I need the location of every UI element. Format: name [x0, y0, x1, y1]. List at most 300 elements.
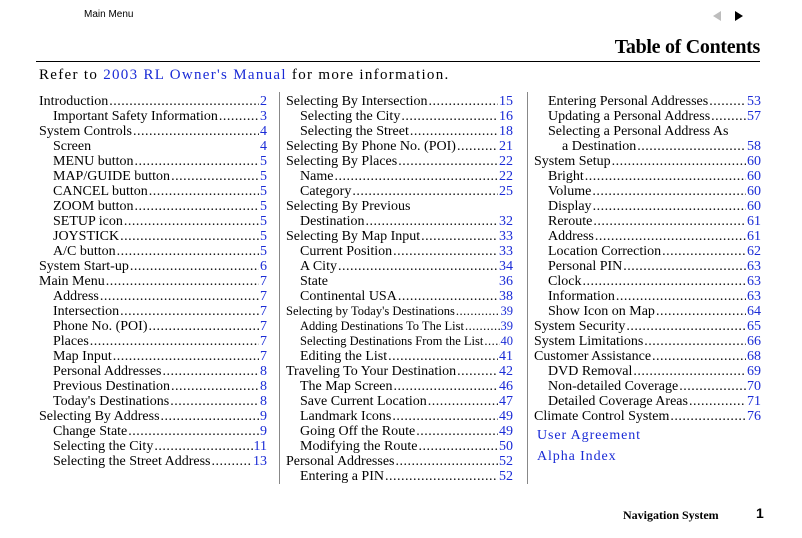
toc-entry[interactable] [534, 259, 761, 274]
toc-leader-dots [388, 349, 498, 364]
toc-entry[interactable] [39, 439, 267, 454]
toc-entry-label: Customer Assistance [534, 349, 652, 364]
toc-leader-dots [670, 409, 746, 424]
refer-prefix: Refer to [39, 67, 99, 83]
toc-entry-label: Going Off the Route [300, 424, 416, 439]
toc-entry-label: MENU button [53, 154, 134, 169]
toc-page-link[interactable]: 6 [260, 259, 267, 274]
toc-leader-dots [352, 184, 498, 199]
toc-page-link[interactable]: 60 [747, 184, 761, 199]
toc-entry-label: Current Position [300, 244, 393, 259]
toc-entry[interactable] [534, 229, 761, 244]
toc-leader-dots [394, 379, 498, 394]
toc-entry[interactable] [286, 274, 513, 289]
toc-entry[interactable] [39, 214, 267, 229]
toc-page-link[interactable]: 7 [260, 289, 267, 304]
toc-page-link[interactable]: 11 [253, 439, 267, 454]
toc-entry-label: Today's Destinations [53, 394, 170, 409]
toc-entry-label: Selecting By Places [286, 154, 398, 169]
toc-entry[interactable] [286, 439, 513, 454]
toc-leader-dots [633, 364, 746, 379]
toc-leader-dots [429, 94, 498, 109]
toc-entry[interactable] [286, 379, 513, 394]
toc-leader-dots [626, 319, 746, 334]
toc-entry[interactable] [39, 409, 267, 424]
toc-entry-label: System Start-up [39, 259, 129, 274]
page-number: 1 [756, 505, 764, 521]
toc-entry-label: Reroute [548, 214, 593, 229]
toc-entry-label: Previous Destination [53, 379, 171, 394]
toc-leader-dots [592, 184, 746, 199]
toc-page-link[interactable]: 9 [260, 409, 267, 424]
toc-entry[interactable] [286, 169, 513, 184]
toc-leader-dots [679, 379, 746, 394]
toc-entry[interactable] [534, 409, 761, 424]
toc-leader-dots [689, 394, 746, 409]
toc-leader-dots [398, 289, 498, 304]
toc-leader-dots [100, 289, 259, 304]
toc-entry[interactable] [534, 109, 761, 124]
toc-page-link[interactable]: 8 [260, 364, 267, 379]
toc-leader-dots [410, 124, 498, 139]
toc-page-link[interactable]: 22 [499, 154, 513, 169]
toc-entry[interactable] [534, 394, 761, 409]
toc-entry[interactable] [534, 184, 761, 199]
toc-entry[interactable] [286, 94, 513, 109]
toc-entry-label: Change State [53, 424, 128, 439]
toc-entry-label: a Destination [562, 139, 637, 154]
toc-entry-label: Landmark Icons [300, 409, 392, 424]
toc-entry[interactable] [286, 229, 513, 244]
toc-page-link[interactable]: 58 [747, 139, 761, 154]
toc-entry[interactable] [39, 184, 267, 199]
toc-entry[interactable] [286, 139, 513, 154]
toc-leader-dots [120, 304, 259, 319]
toc-entry[interactable] [286, 349, 513, 364]
toc-leader-dots [398, 154, 498, 169]
toc-page-link[interactable]: 38 [499, 289, 513, 304]
toc-page-link[interactable]: 47 [499, 394, 513, 409]
toc-entry-label: System Security [534, 319, 626, 334]
toc-leader-dots [135, 199, 260, 214]
toc-page-link[interactable]: 49 [499, 409, 513, 424]
toc-entry[interactable] [534, 304, 761, 319]
toc-leader-dots [652, 349, 746, 364]
toc-entry-label: Selecting By Address [39, 409, 160, 424]
toc-entry[interactable] [534, 349, 761, 364]
toc-entry[interactable] [39, 319, 267, 334]
toc-entry-label: Selecting By Map Input [286, 229, 421, 244]
toc-entry[interactable] [39, 244, 267, 259]
toc-page-link[interactable]: 22 [499, 169, 513, 184]
toc-page-link[interactable]: 69 [747, 364, 761, 379]
toc-entry[interactable] [39, 364, 267, 379]
toc-entry-label: Traveling To Your Destination [286, 364, 457, 379]
refer-suffix: for more information. [291, 67, 450, 83]
toc-page-link[interactable]: 8 [260, 379, 267, 394]
toc-leader-dots [456, 304, 500, 319]
toc-page-link[interactable]: 5 [260, 154, 267, 169]
header-divider [36, 61, 760, 62]
toc-entry-label: Category [300, 184, 352, 199]
toc-leader-dots [124, 214, 259, 229]
toc-column-3 [534, 94, 761, 466]
toc-entry-label: Clock [548, 274, 582, 289]
toc-entry-label: Editing the List [300, 349, 388, 364]
toc-entry[interactable] [534, 244, 761, 259]
toc-page-link[interactable]: 68 [747, 349, 761, 364]
toc-entry-label: MAP/GUIDE button [53, 169, 171, 184]
toc-entry[interactable] [39, 304, 267, 319]
toc-entry[interactable] [534, 334, 761, 349]
toc-page-link[interactable]: 5 [260, 184, 267, 199]
toc-page-link[interactable]: 71 [747, 394, 761, 409]
toc-entry-label: Climate Control System [534, 409, 670, 424]
toc-entry-label: Location Correction [548, 244, 662, 259]
toc-leader-dots [612, 154, 746, 169]
toc-entry-label: A City [300, 259, 337, 274]
toc-entry[interactable] [286, 454, 513, 469]
toc-leader-dots [385, 469, 498, 484]
toc-entry-label: Non-detailed Coverage [548, 379, 679, 394]
toc-entry[interactable] [39, 454, 267, 469]
toc-leader-dots [219, 109, 259, 124]
toc-page-link[interactable]: 63 [747, 274, 761, 289]
toc-entry-label: Entering a PIN [300, 469, 384, 484]
toc-page-link[interactable]: 4 [260, 124, 267, 139]
toc-leader-dots [117, 244, 259, 259]
toc-page-link[interactable]: 61 [747, 214, 761, 229]
toc-leader-dots [338, 259, 498, 274]
toc-page-link[interactable]: 66 [747, 334, 761, 349]
toc-page-link[interactable]: 60 [747, 169, 761, 184]
toc-page-link[interactable]: 25 [499, 184, 513, 199]
toc-leader-dots [465, 319, 500, 334]
toc-leader-dots [593, 214, 746, 229]
toc-entry-label: Volume [548, 184, 592, 199]
toc-page-link[interactable]: 53 [747, 94, 761, 109]
toc-entry-label: CANCEL button [53, 184, 148, 199]
toc-page-link[interactable]: 5 [260, 199, 267, 214]
page-title: Table of Contents [614, 36, 760, 58]
toc-column-2 [286, 94, 513, 484]
toc-entry[interactable] [39, 229, 267, 244]
toc-column-1 [39, 94, 267, 469]
toc-page-link[interactable]: 63 [747, 259, 761, 274]
toc-page-link[interactable]: 61 [747, 229, 761, 244]
toc-page-link[interactable]: 39 [500, 319, 513, 333]
toc-entry-label: Screen [53, 139, 92, 154]
toc-entry[interactable] [39, 109, 267, 124]
toc-leader-dots [457, 364, 498, 379]
toc-entry-label: DVD Removal [548, 364, 633, 379]
toc-leader-dots [656, 304, 746, 319]
toc-leader-dots [616, 289, 746, 304]
toc-entry-label: SETUP icon [53, 214, 123, 229]
toc-entry[interactable] [286, 214, 513, 229]
toc-entry[interactable] [286, 124, 513, 139]
toc-page-link[interactable]: 7 [260, 304, 267, 319]
toc-page-link[interactable]: 5 [260, 244, 267, 259]
toc-entry[interactable] [534, 364, 761, 379]
toc-page-link[interactable]: 5 [260, 169, 267, 184]
toc-entry[interactable] [286, 259, 513, 274]
toc-entry-label: ZOOM button [53, 199, 134, 214]
toc-heading: Selecting a Personal Address As [548, 124, 729, 139]
toc-page-link[interactable]: 76 [747, 409, 761, 424]
toc-page-link[interactable]: 34 [499, 259, 513, 274]
toc-entry[interactable] [534, 154, 761, 169]
toc-leader-dots [457, 139, 498, 154]
toc-entry-label: Save Current Location [300, 394, 427, 409]
toc-leader-dots [396, 454, 499, 469]
toc-entry[interactable] [39, 154, 267, 169]
toc-column-3-entries [534, 94, 761, 424]
toc-leader-dots [711, 109, 746, 124]
toc-leader-dots [149, 184, 259, 199]
toc-entry[interactable] [534, 169, 761, 184]
toc-leader-dots [106, 274, 259, 289]
toc-leader-dots [133, 124, 259, 139]
toc-page-link[interactable]: 7 [260, 274, 267, 289]
toc-entry[interactable] [39, 424, 267, 439]
toc-entry[interactable] [39, 274, 267, 289]
next-page-arrow-icon[interactable] [735, 11, 743, 21]
toc-entry-label: Address [53, 289, 99, 304]
toc-entry-label: Display [548, 199, 592, 214]
toc-leader-dots [171, 379, 259, 394]
toc-entry[interactable] [39, 349, 267, 364]
main-menu-link[interactable]: Main Menu [84, 9, 134, 20]
toc-entry[interactable] [39, 334, 267, 349]
toc-leader-dots [644, 334, 746, 349]
toc-entry-label: Places [53, 334, 89, 349]
toc-leader-dots [428, 394, 498, 409]
footer-title: Navigation System [623, 508, 719, 522]
toc-page-link[interactable]: 57 [747, 109, 761, 124]
toc-leader-dots [120, 229, 259, 244]
toc-entry[interactable] [39, 124, 267, 139]
toc-entry-label: Updating a Personal Address [548, 109, 711, 124]
user-agreement-link[interactable]: User Agreement [537, 428, 641, 443]
toc-leader-dots [582, 274, 746, 289]
toc-leader-dots [130, 259, 259, 274]
toc-page-link[interactable]: 13 [253, 454, 267, 469]
toc-entry-label: System Controls [39, 124, 132, 139]
toc-leader-dots [171, 169, 259, 184]
toc-page-link[interactable]: 39 [500, 304, 513, 318]
toc-leader-dots [392, 409, 498, 424]
toc-leader-dots [393, 244, 498, 259]
toc-page-link[interactable]: 52 [499, 454, 513, 469]
toc-entry[interactable] [39, 169, 267, 184]
toc-page-link[interactable]: 40 [500, 334, 513, 348]
toc-entry-label: Detailed Coverage Areas [548, 394, 688, 409]
toc-entry[interactable] [534, 94, 761, 109]
toc-entry[interactable] [286, 154, 513, 169]
toc-entry-label: Information [548, 289, 615, 304]
toc-entry[interactable] [534, 379, 761, 394]
toc-page-link[interactable]: 18 [499, 124, 513, 139]
toc-page-link[interactable]: 63 [747, 289, 761, 304]
toc-entry-label: A/C button [53, 244, 116, 259]
toc-page-link[interactable]: 33 [499, 244, 513, 259]
toc-entry-label: Adding Destinations To The List [300, 319, 464, 333]
toc-page-link[interactable]: 36 [499, 274, 513, 289]
toc-entry[interactable] [39, 139, 267, 154]
toc-entry[interactable] [39, 199, 267, 214]
toc-entry[interactable] [286, 469, 513, 484]
toc-entry[interactable] [286, 289, 513, 304]
toc-page-link[interactable]: 5 [260, 229, 267, 244]
toc-leader-dots [585, 169, 746, 184]
toc-entry-label: Selecting the Street Address [53, 454, 211, 469]
toc-entry[interactable] [39, 289, 267, 304]
alpha-index-link[interactable]: Alpha Index [537, 449, 617, 464]
toc-entry[interactable] [286, 364, 513, 379]
toc-leader-dots [170, 394, 259, 409]
toc-leader-dots [154, 439, 252, 454]
toc-entry-label: Phone No. (POI) [53, 319, 148, 334]
toc-page-link[interactable]: 60 [747, 199, 761, 214]
toc-entry-label: Destination [300, 214, 365, 229]
toc-page-link[interactable]: 3 [260, 109, 267, 124]
toc-entry[interactable] [286, 394, 513, 409]
toc-leader-dots [163, 364, 260, 379]
toc-page-link[interactable]: 60 [747, 154, 761, 169]
toc-entry-label: System Setup [534, 154, 611, 169]
toc-entry-label: Main Menu [39, 274, 105, 289]
toc-entry[interactable] [534, 139, 761, 154]
toc-leader-dots [401, 109, 498, 124]
toc-entry[interactable] [286, 334, 513, 349]
toc-entry-label: Personal Addresses [286, 454, 395, 469]
toc-page-link[interactable]: 21 [499, 139, 513, 154]
toc-page-link[interactable]: 7 [260, 334, 267, 349]
toc-entry-label: Introduction [39, 94, 109, 109]
toc-page-link[interactable]: 42 [499, 364, 513, 379]
refer-note [39, 67, 450, 84]
toc-page-link[interactable]: 7 [260, 349, 267, 364]
toc-leader-dots [484, 334, 499, 349]
toc-entry-label: Entering Personal Addresses [548, 94, 709, 109]
toc-page-link[interactable]: 4 [260, 139, 267, 154]
toc-entry-label: Personal Addresses [53, 364, 162, 379]
previous-page-arrow-icon[interactable] [713, 11, 721, 21]
toc-entry-label: Selecting By Phone No. (POI) [286, 139, 456, 154]
toc-entry[interactable] [286, 109, 513, 124]
toc-leader-dots [135, 154, 260, 169]
toc-entry[interactable] [286, 244, 513, 259]
toc-page-link[interactable]: 15 [499, 94, 513, 109]
toc-leader-dots [418, 439, 498, 454]
toc-entry[interactable] [534, 199, 761, 214]
toc-page-link[interactable]: 49 [499, 424, 513, 439]
toc-entry[interactable] [534, 319, 761, 334]
toc-leader-dots [113, 349, 259, 364]
toc-entry-label: Modifying the Route [300, 439, 418, 454]
toc-page-link[interactable]: 41 [499, 349, 513, 364]
toc-page-link[interactable]: 70 [747, 379, 761, 394]
toc-entry[interactable] [286, 424, 513, 439]
toc-leader-dots [709, 94, 746, 109]
toc-page-link[interactable]: 65 [747, 319, 761, 334]
toc-leader-dots [593, 199, 746, 214]
toc-page-link[interactable]: 8 [260, 394, 267, 409]
toc-page-link[interactable]: 2 [260, 94, 267, 109]
page-navigation [713, 11, 743, 21]
toc-entry[interactable] [39, 259, 267, 274]
toc-leader-dots [109, 94, 259, 109]
toc-entry[interactable] [39, 394, 267, 409]
toc-page-link[interactable]: 52 [499, 469, 513, 484]
toc-entry-label: Selecting by Today's Destinations [286, 304, 455, 318]
toc-entry-label: Selecting By Intersection [286, 94, 428, 109]
toc-entry-label: The Map Screen [300, 379, 393, 394]
toc-entry[interactable] [286, 319, 513, 334]
toc-entry-label: Bright [548, 169, 584, 184]
toc-leader-dots [366, 214, 498, 229]
toc-page-link[interactable]: 9 [260, 424, 267, 439]
toc-entry-label: System Limitations [534, 334, 644, 349]
toc-entry-label: Map Input [53, 349, 112, 364]
column-divider [527, 92, 528, 484]
toc-page-link[interactable]: 7 [260, 319, 267, 334]
toc-entry-label: Selecting the City [53, 439, 154, 454]
toc-leader-dots [161, 409, 259, 424]
toc-entry[interactable] [534, 214, 761, 229]
toc-entry-label: JOYSTICK [53, 229, 120, 244]
toc-page-link[interactable]: 46 [499, 379, 513, 394]
toc-leader-dots [334, 169, 498, 184]
toc-entry-label: Address [548, 229, 594, 244]
toc-entry-label: Intersection [53, 304, 120, 319]
toc-leader-dots [416, 424, 498, 439]
toc-entry-label: State [300, 274, 328, 289]
toc-entry[interactable] [286, 184, 513, 199]
toc-entry-label: Selecting Destinations From the List [300, 334, 484, 348]
toc-entry[interactable] [534, 289, 761, 304]
toc-page-link[interactable]: 32 [499, 214, 513, 229]
column-divider [279, 92, 280, 484]
toc-page-link[interactable]: 5 [260, 214, 267, 229]
toc-page-link[interactable]: 50 [499, 439, 513, 454]
toc-heading: Selecting By Previous [286, 199, 411, 214]
owners-manual-link[interactable]: 2003 RL Owner's Manual [103, 67, 287, 83]
toc-leader-dots [211, 454, 252, 469]
toc-leader-dots [149, 319, 260, 334]
toc-entry[interactable] [39, 379, 267, 394]
toc-entry-label: Continental USA [300, 289, 397, 304]
toc-entry-label: Selecting the Street [300, 124, 409, 139]
toc-leader-dots [90, 334, 259, 349]
toc-page-link[interactable]: 16 [499, 109, 513, 124]
toc-page-link[interactable]: 33 [499, 229, 513, 244]
toc-entry-label: Show Icon on Map [548, 304, 655, 319]
toc-page-link[interactable]: 64 [747, 304, 761, 319]
toc-leader-dots [595, 229, 746, 244]
toc-entry[interactable] [286, 304, 513, 319]
toc-entry[interactable] [286, 409, 513, 424]
toc-entry-label: Name [300, 169, 334, 184]
toc-page-link[interactable]: 62 [747, 244, 761, 259]
toc-entry[interactable] [534, 274, 761, 289]
toc-leader-dots [128, 424, 259, 439]
toc-leader-dots [421, 229, 498, 244]
toc-entry-label: Selecting the City [300, 109, 401, 124]
toc-entry[interactable] [39, 94, 267, 109]
toc-entry-label: Personal PIN [548, 259, 623, 274]
